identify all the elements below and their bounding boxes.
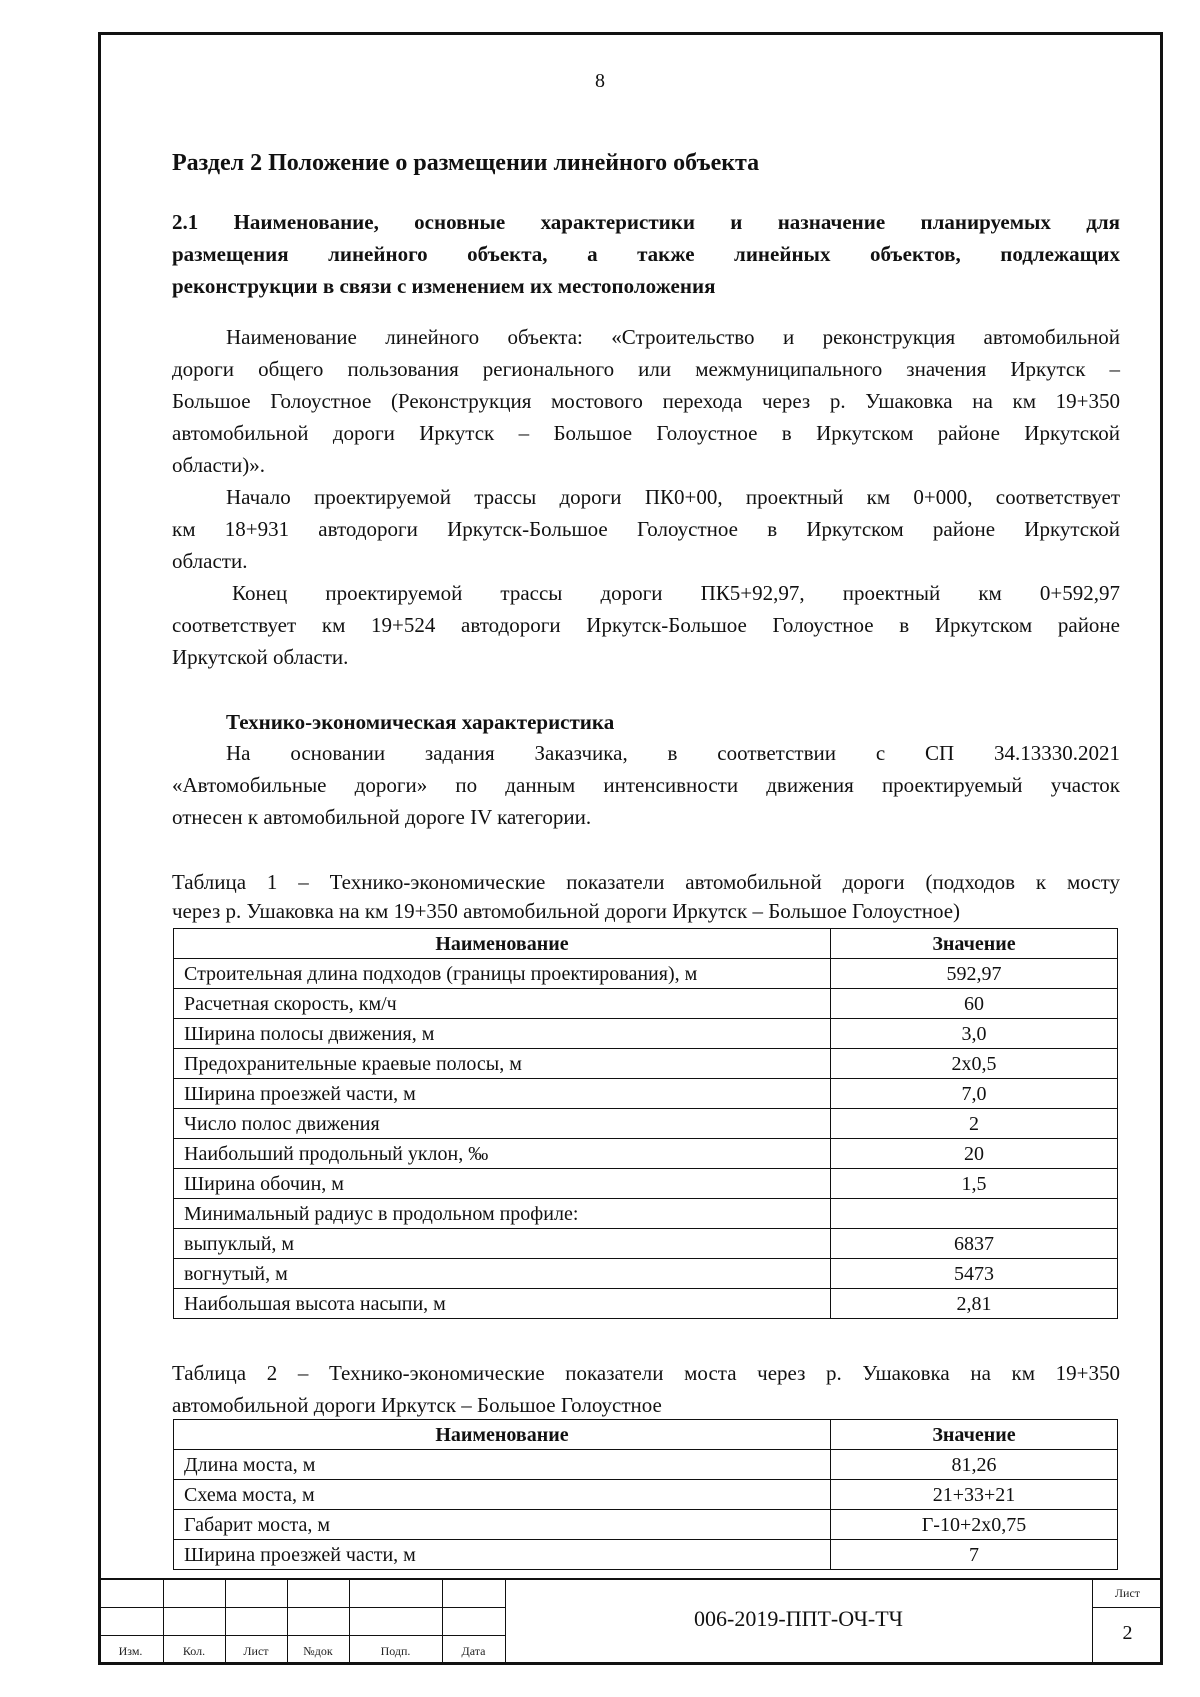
paragraph-line: области. xyxy=(172,549,248,573)
table-row xyxy=(174,1079,1118,1109)
cell-value: 7,0 xyxy=(831,1079,1118,1109)
paragraph-line: области)». xyxy=(172,453,265,477)
table-row xyxy=(174,1169,1118,1199)
cell-value: 7 xyxy=(831,1540,1118,1570)
cell-value: 2х0,5 xyxy=(831,1049,1118,1079)
cell-name: Предохранительные краевые полосы, м xyxy=(174,1049,831,1079)
paragraph-line: отнесен к автомобильной дороге IV категории. xyxy=(172,805,592,829)
table-row xyxy=(174,1199,1118,1229)
paragraph-line: Наименование линейного объекта: «Строительство и реконструкция автомобильной xyxy=(226,325,1120,349)
table-row xyxy=(174,1450,1118,1480)
table1-caption-line: Таблица 1 – Технико-экономические показатели автомобильной дороги (подходов к мосту xyxy=(172,870,1120,894)
tech-heading: Технико-экономическая характеристика xyxy=(226,710,615,734)
table2-caption-line: автомобильной дороги Иркутск – Большое Голоустное xyxy=(172,1393,662,1417)
page-number: 8 xyxy=(595,70,605,92)
table-row xyxy=(174,1480,1118,1510)
paragraph-line: Начало проектируемой трассы дороги ПК0+00, проектный км 0+000, соответствует xyxy=(226,485,1120,509)
table-row xyxy=(174,1540,1118,1570)
paragraph-line: Иркутской области. xyxy=(172,645,349,669)
sheet-label: Лист xyxy=(1114,1586,1141,1600)
subsection-title-line: 2.1 Наименование, основные характеристики и назначение планируемых для xyxy=(172,210,1120,234)
paragraph-line: автомобильной дороги Иркутск – Большое Голоустное в Иркутском районе Иркутской xyxy=(172,421,1120,445)
cell-value: 5473 xyxy=(831,1259,1118,1289)
table-row xyxy=(174,1049,1118,1079)
cell-value: 81,26 xyxy=(831,1450,1118,1480)
cell-name: Наибольший продольный уклон, ‰ xyxy=(174,1139,831,1169)
table-row xyxy=(174,989,1118,1019)
cell-name: Строительная длина подходов (границы проектирования), м xyxy=(174,959,831,989)
table-row xyxy=(174,1510,1118,1540)
cell-name: Минимальный радиус в продольном профиле: xyxy=(174,1199,831,1229)
sheet-number: 2 xyxy=(1122,1622,1133,1644)
title-block-label: Дата xyxy=(461,1644,486,1658)
cell-value: 2 xyxy=(831,1109,1118,1139)
column-header-name: Наименование xyxy=(174,929,831,959)
table-row xyxy=(174,959,1118,989)
paragraph-line: км 18+931 автодороги Иркутск-Большое Голоустное в Иркутском районе Иркутской xyxy=(172,517,1120,541)
table-row xyxy=(174,1109,1118,1139)
cell-name: Наибольшая высота насыпи, м xyxy=(174,1289,831,1319)
paragraph-line: соответствует км 19+524 автодороги Иркутск-Большое Голоустное в Иркутском районе xyxy=(172,613,1120,637)
paragraph-line: Конец проектируемой трассы дороги ПК5+92,97, проектный км 0+592,97 xyxy=(232,581,1120,605)
cell-value xyxy=(831,1199,1118,1229)
section-title: Раздел 2 Положение о размещении линейного объекта xyxy=(172,150,760,176)
table-row xyxy=(174,1229,1118,1259)
cell-value: 1,5 xyxy=(831,1169,1118,1199)
cell-value: 20 xyxy=(831,1139,1118,1169)
table2 xyxy=(173,1419,1118,1570)
cell-name: Длина моста, м xyxy=(174,1450,831,1480)
cell-value: 21+33+21 xyxy=(831,1480,1118,1510)
paragraph-line: Большое Голоустное (Реконструкция мостового перехода через р. Ушаковка на км 19+350 xyxy=(172,389,1120,413)
table-header-row xyxy=(174,929,1118,959)
cell-name: Ширина обочин, м xyxy=(174,1169,831,1199)
cell-value: 6837 xyxy=(831,1229,1118,1259)
title-block xyxy=(98,1578,1163,1665)
cell-value: Г-10+2х0,75 xyxy=(831,1510,1118,1540)
paragraph-line: «Автомобильные дороги» по данным интенсивности движения проектируемый участок xyxy=(172,773,1120,797)
table-row xyxy=(174,1139,1118,1169)
cell-name: выпуклый, м xyxy=(174,1229,831,1259)
cell-name: Ширина проезжей части, м xyxy=(174,1079,831,1109)
cell-name: Число полос движения xyxy=(174,1109,831,1139)
table1-caption-line: через р. Ушаковка на км 19+350 автомобильной дороги Иркутск – Большое Голоустное) xyxy=(172,899,961,923)
table2-caption-line: Таблица 2 – Технико-экономические показатели моста через р. Ушаковка на км 19+350 xyxy=(172,1361,1120,1385)
column-header-value: Значение xyxy=(831,1420,1118,1450)
cell-value: 3,0 xyxy=(831,1019,1118,1049)
title-block-label: Кол. xyxy=(182,1644,206,1658)
document-code: 006-2019-ППТ-ОЧ-ТЧ xyxy=(694,1606,903,1631)
table1 xyxy=(173,928,1118,1319)
table-row xyxy=(174,1289,1118,1319)
table-row xyxy=(174,1019,1118,1049)
cell-name: Схема моста, м xyxy=(174,1480,831,1510)
table-row xyxy=(174,1259,1118,1289)
column-header-value: Значение xyxy=(831,929,1118,959)
cell-value: 592,97 xyxy=(831,959,1118,989)
cell-name: Габарит моста, м xyxy=(174,1510,831,1540)
cell-name: Ширина полосы движения, м xyxy=(174,1019,831,1049)
title-block-label: Подп. xyxy=(380,1644,411,1658)
column-header-name: Наименование xyxy=(174,1420,831,1450)
cell-name: вогнутый, м xyxy=(174,1259,831,1289)
cell-name: Ширина проезжей части, м xyxy=(174,1540,831,1570)
subsection-title-line: реконструкции в связи с изменением их местоположения xyxy=(172,274,716,298)
title-block-label: Лист xyxy=(243,1644,269,1658)
table-header-row xyxy=(174,1420,1118,1450)
paragraph-line: дороги общего пользования регионального или межмуниципального значения Иркутск – xyxy=(172,357,1120,381)
cell-value: 60 xyxy=(831,989,1118,1019)
subsection-title-line: размещения линейного объекта, а также линейных объектов, подлежащих xyxy=(172,242,1120,266)
cell-value: 2,81 xyxy=(831,1289,1118,1319)
cell-name: Расчетная скорость, км/ч xyxy=(174,989,831,1019)
title-block-label: №док xyxy=(303,1644,333,1658)
title-block-label: Изм. xyxy=(118,1644,143,1658)
paragraph-line: На основании задания Заказчика, в соответствии с СП 34.13330.2021 xyxy=(226,741,1120,765)
